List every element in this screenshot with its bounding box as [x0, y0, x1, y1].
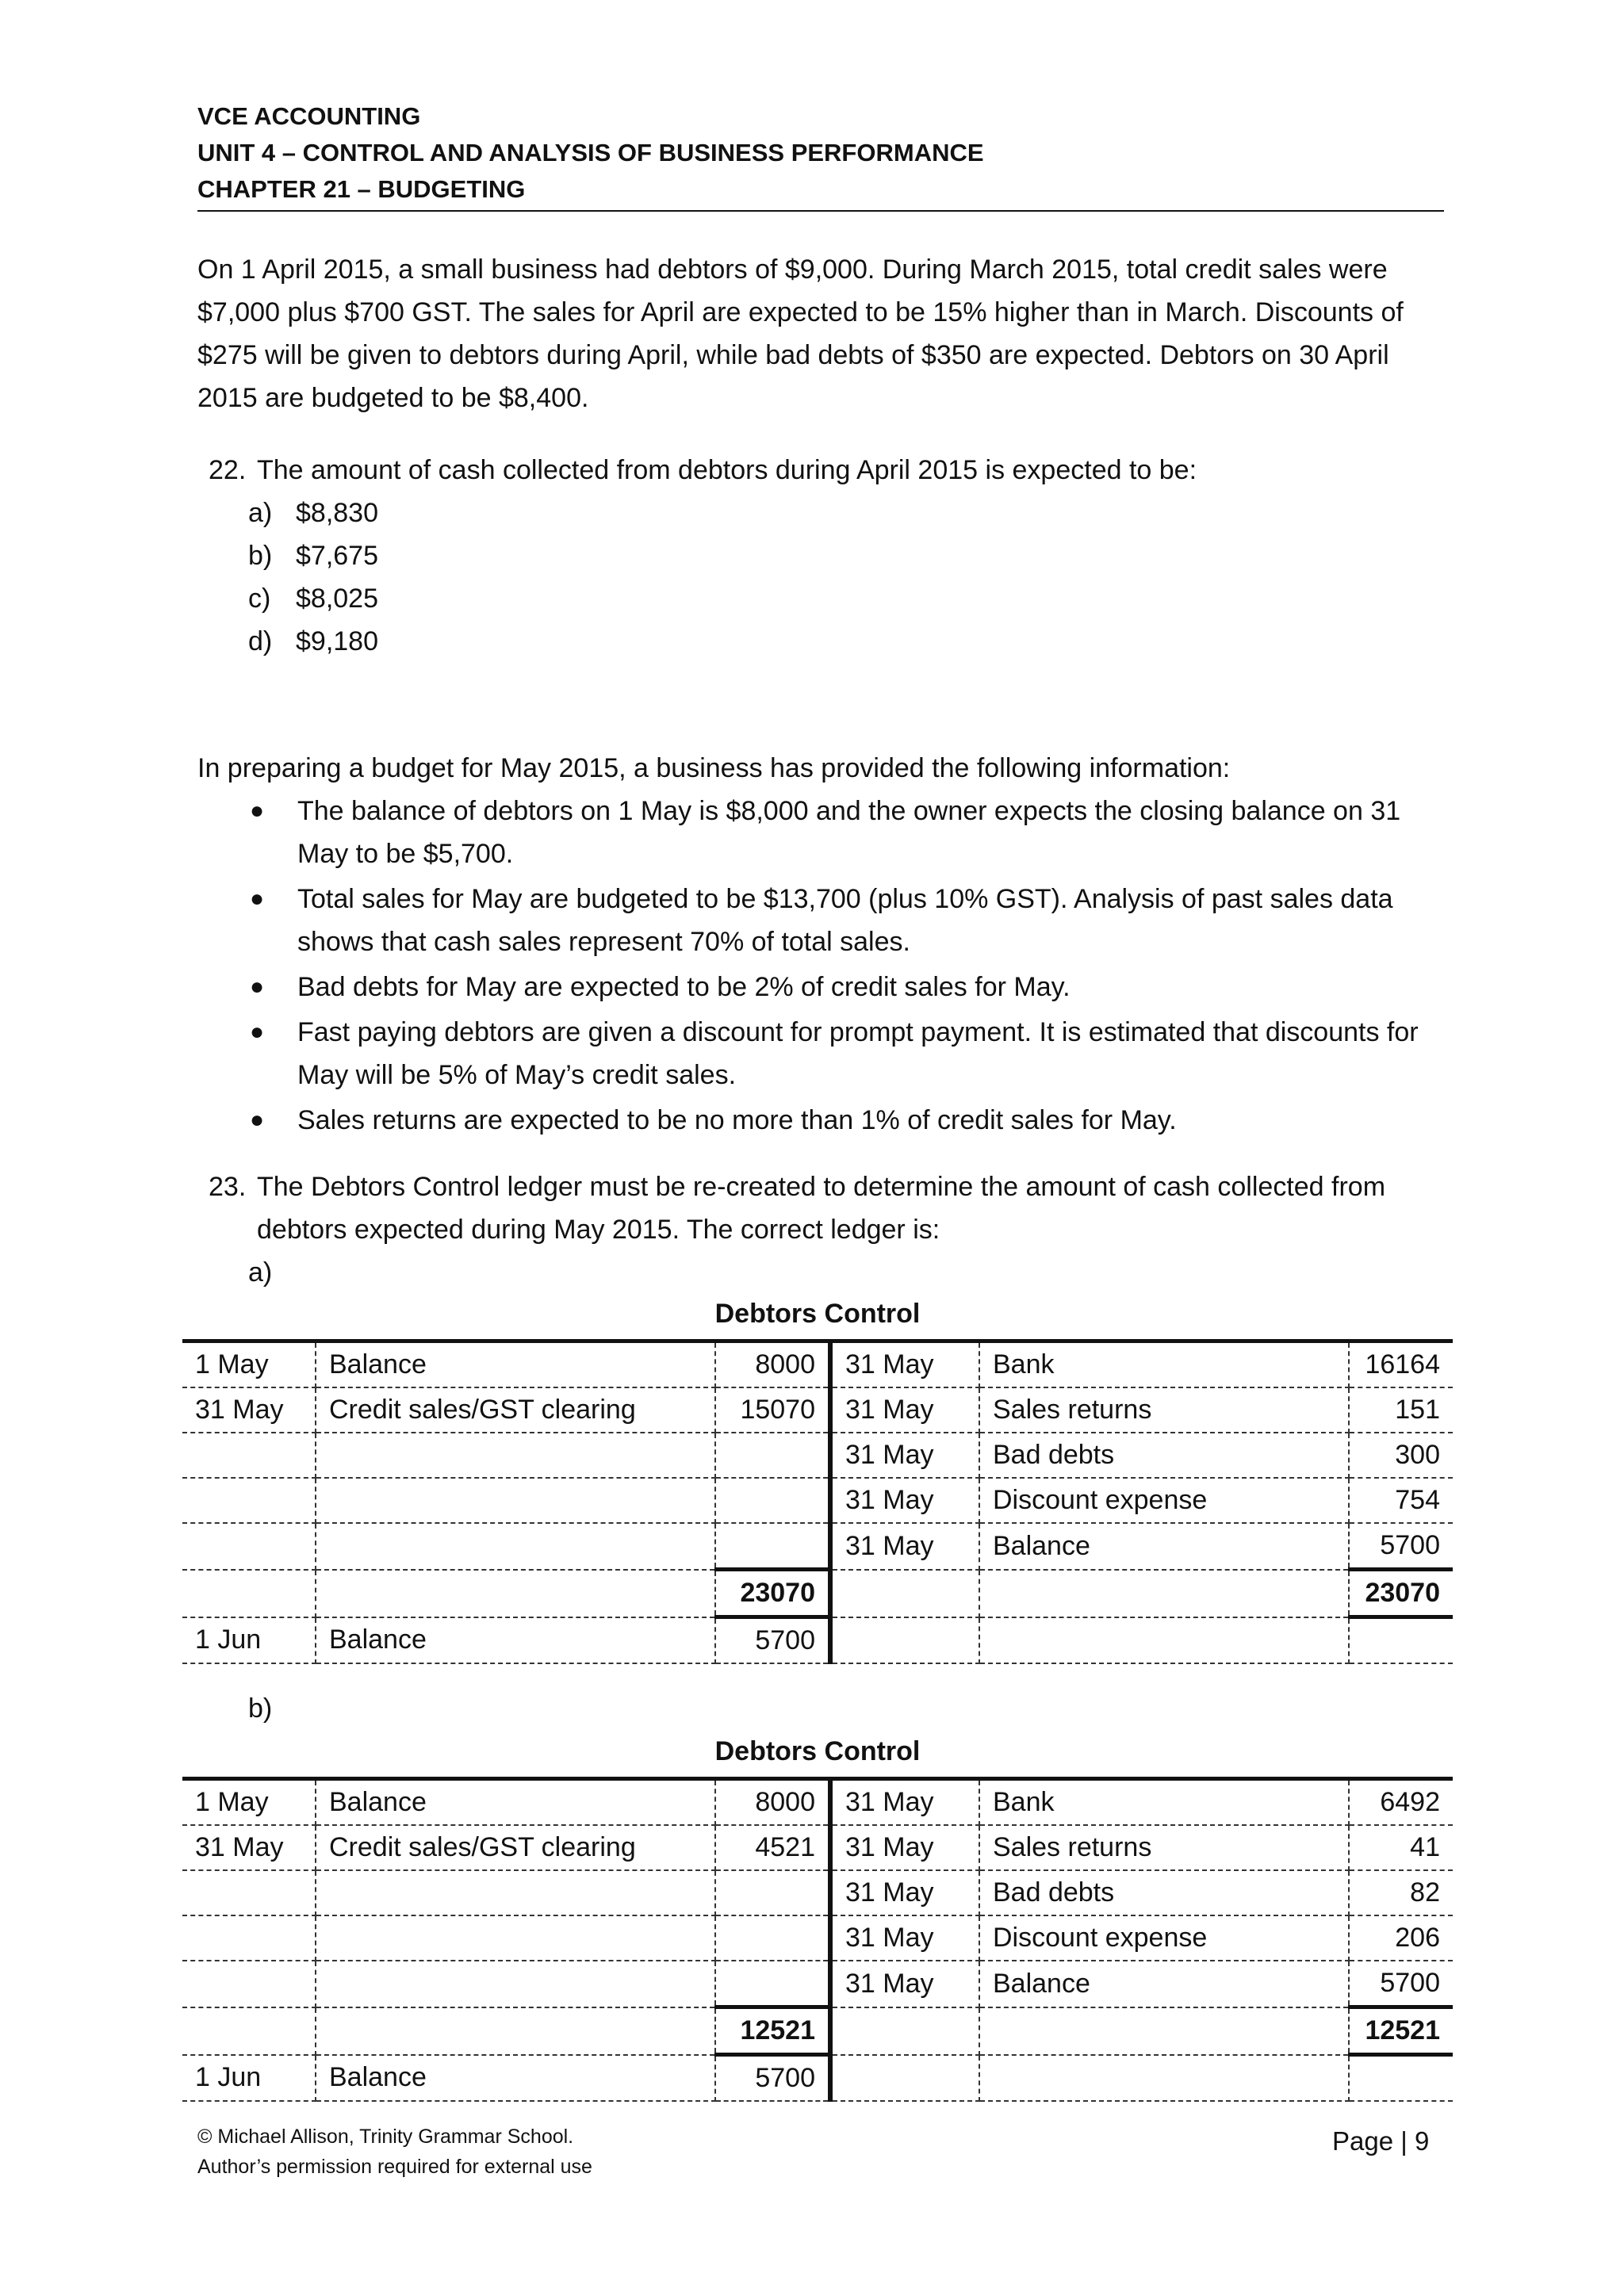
bullet-item — [250, 966, 1455, 1008]
ledger-row — [182, 1915, 1453, 1961]
footer-credit — [197, 2122, 592, 2182]
closing-account: Balance — [316, 1617, 715, 1664]
bullet-icon: ● — [250, 1107, 265, 1133]
question-22-option-c — [248, 577, 378, 620]
ledger-row — [182, 1478, 1453, 1523]
ledger-row — [182, 1961, 1453, 2007]
credit-account: Bad debts — [979, 1433, 1349, 1478]
blank-cell — [316, 2007, 715, 2055]
option-label: a) — [248, 498, 273, 528]
question-23-option-b: b) — [248, 1693, 273, 1724]
question-23-line2: debtors expected during May 2015. The correct ledger is: — [257, 1215, 940, 1245]
credit-account: Balance — [979, 1523, 1349, 1570]
credit-account: Discount expense — [979, 1915, 1349, 1961]
ledger-b-title: Debtors Control — [714, 1736, 921, 1766]
bullet-item — [250, 1099, 1455, 1142]
debit-date — [182, 1915, 316, 1961]
credit-date: 31 May — [830, 1433, 979, 1478]
bullet-item — [250, 878, 1455, 963]
option-text: $9,180 — [296, 626, 378, 656]
credit-date: 31 May — [830, 1870, 979, 1915]
ledger-totals-row — [182, 2007, 1453, 2055]
closing-date: 1 Jun — [182, 1617, 316, 1664]
question-23-option-a: a) — [248, 1257, 273, 1288]
credit-total: 23070 — [1349, 1570, 1453, 1617]
ledger-closing-row — [182, 1617, 1453, 1664]
debit-account: Balance — [316, 1779, 715, 1826]
debit-account — [316, 1961, 715, 2007]
blank-cell — [830, 2007, 979, 2055]
ledger-b-table — [182, 1777, 1453, 2102]
ledger-row — [182, 1341, 1453, 1388]
ledger-a-title: Debtors Control — [714, 1299, 921, 1329]
credit-amount: 151 — [1349, 1387, 1453, 1433]
bullet-icon: ● — [250, 974, 265, 1000]
credit-date: 31 May — [830, 1523, 979, 1570]
option-text: $7,675 — [296, 541, 378, 571]
credit-amount: 206 — [1349, 1915, 1453, 1961]
credit-date: 31 May — [830, 1779, 979, 1826]
blank-cell — [979, 1617, 1349, 1664]
blank-cell — [1349, 2055, 1453, 2102]
header-chapter: CHAPTER 21 – BUDGETING — [197, 175, 526, 203]
credit-amount: 754 — [1349, 1478, 1453, 1523]
blank-cell — [1349, 1617, 1453, 1664]
debit-amount: 4521 — [715, 1825, 830, 1870]
debit-date: 1 May — [182, 1779, 316, 1826]
option-text: $8,830 — [296, 498, 378, 528]
credit-total: 12521 — [1349, 2007, 1453, 2055]
question-22-option-b — [248, 534, 378, 577]
bullet-text: Sales returns are expected to be no more than 1% of credit sales for May. — [297, 1105, 1177, 1135]
bullet-text: Total sales for May are budgeted to be $13,700 (plus 10% GST). Analysis of past sales data shows that cash sales represent 70% of total sales. — [297, 884, 1393, 957]
debit-account — [316, 1478, 715, 1523]
option-text: $8,025 — [296, 584, 378, 614]
ledger-closing-row — [182, 2055, 1453, 2102]
debit-date: 31 May — [182, 1825, 316, 1870]
budget-intro: In preparing a budget for May 2015, a business has provided the following information: — [197, 753, 1231, 783]
question-22-option-d — [248, 620, 378, 663]
debit-account — [316, 1523, 715, 1570]
question-23-line1: The Debtors Control ledger must be re-created to determine the amount of cash collected from — [257, 1172, 1386, 1202]
credit-amount: 5700 — [1349, 1961, 1453, 2007]
closing-amount: 5700 — [715, 2055, 830, 2102]
closing-date: 1 Jun — [182, 2055, 316, 2102]
blank-cell — [316, 1570, 715, 1617]
debit-amount — [715, 1478, 830, 1523]
bullet-text: Fast paying debtors are given a discount for prompt payment. It is estimated that discounts for May will be 5% of May’s credit sales. — [297, 1017, 1419, 1090]
ledger-totals-row — [182, 1570, 1453, 1617]
debit-account — [316, 1870, 715, 1915]
ledger-row — [182, 1387, 1453, 1433]
blank-cell — [830, 2055, 979, 2102]
credit-date: 31 May — [830, 1825, 979, 1870]
credit-amount: 82 — [1349, 1870, 1453, 1915]
credit-amount: 6492 — [1349, 1779, 1453, 1826]
credit-account: Sales returns — [979, 1387, 1349, 1433]
blank-cell — [182, 1570, 316, 1617]
debit-amount — [715, 1961, 830, 2007]
credit-date: 31 May — [830, 1961, 979, 2007]
ledger-row — [182, 1523, 1453, 1570]
debit-date: 1 May — [182, 1341, 316, 1388]
budget-info-list — [250, 790, 1455, 1142]
question-22-text: The amount of cash collected from debtors during April 2015 is expected to be: — [257, 455, 1197, 485]
ledger-row — [182, 1433, 1453, 1478]
page-number: Page | 9 — [1332, 2126, 1430, 2156]
header-subject: VCE ACCOUNTING — [197, 102, 421, 130]
option-label: c) — [248, 584, 271, 614]
debit-amount — [715, 1915, 830, 1961]
debit-date — [182, 1961, 316, 2007]
debit-account: Credit sales/GST clearing — [316, 1387, 715, 1433]
credit-account: Bank — [979, 1341, 1349, 1388]
footer-permission: Author’s permission required for external use — [197, 2156, 592, 2178]
bullet-item — [250, 790, 1455, 875]
debit-amount — [715, 1523, 830, 1570]
bullet-icon: ● — [250, 1019, 265, 1045]
credit-account: Bank — [979, 1779, 1349, 1826]
header-divider — [197, 210, 1444, 212]
debit-account — [316, 1915, 715, 1961]
question-23-number: 23. — [209, 1172, 247, 1202]
closing-amount: 5700 — [715, 1617, 830, 1664]
ledger-row — [182, 1779, 1453, 1826]
debit-total: 23070 — [715, 1570, 830, 1617]
option-label: b) — [248, 541, 273, 571]
debit-amount: 15070 — [715, 1387, 830, 1433]
debit-date — [182, 1870, 316, 1915]
header-unit: UNIT 4 – CONTROL AND ANALYSIS OF BUSINESS PERFORMANCE — [197, 139, 984, 166]
blank-cell — [830, 1617, 979, 1664]
blank-cell — [979, 2007, 1349, 2055]
credit-amount: 5700 — [1349, 1523, 1453, 1570]
credit-amount: 300 — [1349, 1433, 1453, 1478]
footer-copyright: © Michael Allison, Trinity Grammar School. — [197, 2126, 574, 2148]
closing-account: Balance — [316, 2055, 715, 2102]
credit-date: 31 May — [830, 1341, 979, 1388]
question-22-option-a — [248, 492, 378, 534]
debit-amount: 8000 — [715, 1779, 830, 1826]
bullet-icon: ● — [250, 798, 265, 824]
debit-amount — [715, 1870, 830, 1915]
credit-date: 31 May — [830, 1387, 979, 1433]
question-22-number: 22. — [209, 455, 247, 485]
blank-cell — [979, 1570, 1349, 1617]
debit-amount — [715, 1433, 830, 1478]
bullet-item — [250, 1011, 1455, 1096]
credit-account: Bad debts — [979, 1870, 1349, 1915]
debit-date — [182, 1523, 316, 1570]
credit-account: Discount expense — [979, 1478, 1349, 1523]
credit-account: Sales returns — [979, 1825, 1349, 1870]
debit-amount: 8000 — [715, 1341, 830, 1388]
debit-account: Credit sales/GST clearing — [316, 1825, 715, 1870]
debit-account: Balance — [316, 1341, 715, 1388]
credit-amount: 16164 — [1349, 1341, 1453, 1388]
debit-total: 12521 — [715, 2007, 830, 2055]
credit-date: 31 May — [830, 1478, 979, 1523]
intro-paragraph: On 1 April 2015, a small business had debtors of $9,000. During March 2015, total credit sales were $7,000 plus $700 GST. The sales for April are expected to be 15% higher than in March. Discounts of $275 will be given to debtors during April, while bad debts of $350 are expected. Debtors on 30 April 2015 are budgeted to be $8,400. — [197, 254, 1404, 413]
ledger-a-table — [182, 1339, 1453, 1664]
bullet-text: The balance of debtors on 1 May is $8,000 and the owner expects the closing balance on 31 May to be $5,700. — [297, 796, 1401, 869]
credit-amount: 41 — [1349, 1825, 1453, 1870]
debit-date — [182, 1478, 316, 1523]
ledger-row — [182, 1870, 1453, 1915]
blank-cell — [979, 2055, 1349, 2102]
blank-cell — [830, 1570, 979, 1617]
bullet-icon: ● — [250, 886, 265, 912]
debit-account — [316, 1433, 715, 1478]
debit-date — [182, 1433, 316, 1478]
credit-date: 31 May — [830, 1915, 979, 1961]
blank-cell — [182, 2007, 316, 2055]
debit-date: 31 May — [182, 1387, 316, 1433]
option-label: d) — [248, 626, 273, 656]
bullet-text: Bad debts for May are expected to be 2% of credit sales for May. — [297, 972, 1071, 1002]
page-header — [197, 98, 1442, 208]
ledger-row — [182, 1825, 1453, 1870]
credit-account: Balance — [979, 1961, 1349, 2007]
